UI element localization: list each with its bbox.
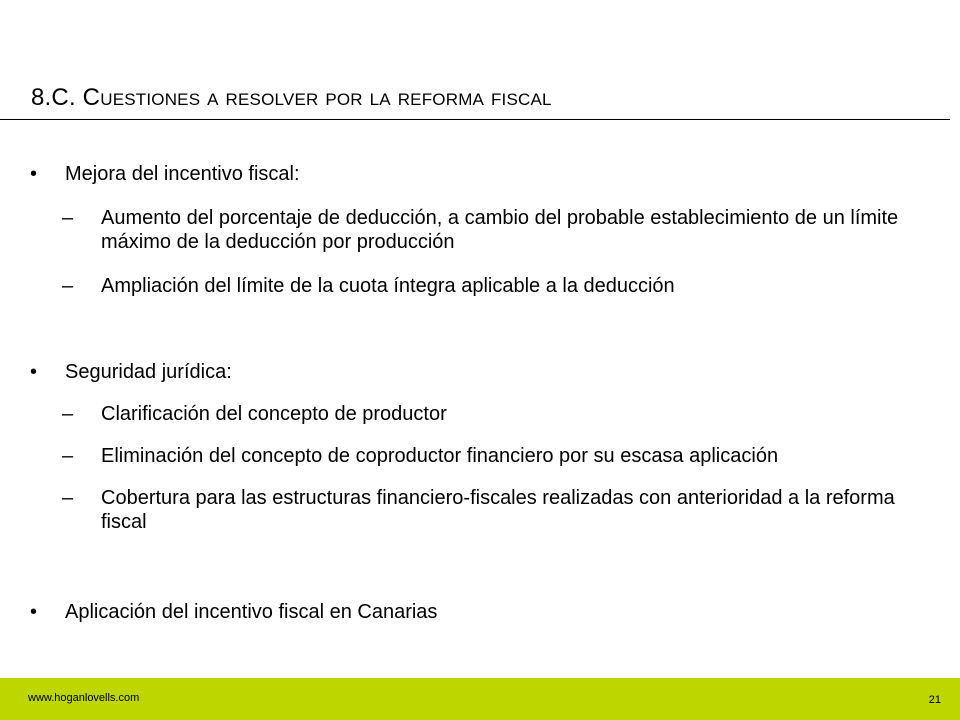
sub-item bbox=[62, 402, 924, 426]
footer-url: www.hoganlovells.com bbox=[28, 692, 140, 704]
bullet-text: Aplicación del incentivo fiscal en Canarias bbox=[65, 601, 438, 623]
dash-marker: – bbox=[62, 403, 74, 425]
sub-item-text: Cobertura para las estructuras financiero-fiscales realizadas con anterioridad a la reforma fiscal bbox=[101, 487, 895, 533]
footer-bar bbox=[0, 678, 960, 720]
dash-marker: – bbox=[62, 207, 74, 229]
bullet-text: Seguridad jurídica: bbox=[65, 361, 232, 383]
bullet-item bbox=[30, 360, 920, 384]
sub-item-text: Aumento del porcentaje de deducción, a cambio del probable establecimiento de un límite máximo de la deducción por producción bbox=[101, 207, 899, 253]
sub-item-text: Clarificación del concepto de productor bbox=[101, 403, 447, 425]
bullet-text: Mejora del incentivo fiscal: bbox=[65, 163, 300, 185]
slide-title: 8.C. Cuestiones a resolver por la reforma fiscal bbox=[31, 84, 552, 111]
dash-marker: – bbox=[62, 275, 74, 297]
sub-item bbox=[62, 444, 924, 468]
bullet-item bbox=[30, 600, 920, 624]
bullet-marker: • bbox=[30, 163, 38, 185]
page-number: 21 bbox=[928, 694, 941, 706]
sub-item bbox=[62, 274, 924, 298]
sub-item-text: Eliminación del concepto de coproductor financiero por su escasa aplicación bbox=[101, 445, 779, 467]
bullet-marker: • bbox=[30, 361, 38, 383]
sub-item bbox=[62, 486, 924, 534]
dash-marker: – bbox=[62, 445, 74, 467]
bullet-item bbox=[30, 162, 920, 186]
sub-item bbox=[62, 206, 924, 254]
bullet-marker: • bbox=[30, 601, 38, 623]
dash-marker: – bbox=[62, 487, 74, 509]
sub-item-text: Ampliación del límite de la cuota íntegra aplicable a la deducción bbox=[101, 275, 675, 297]
